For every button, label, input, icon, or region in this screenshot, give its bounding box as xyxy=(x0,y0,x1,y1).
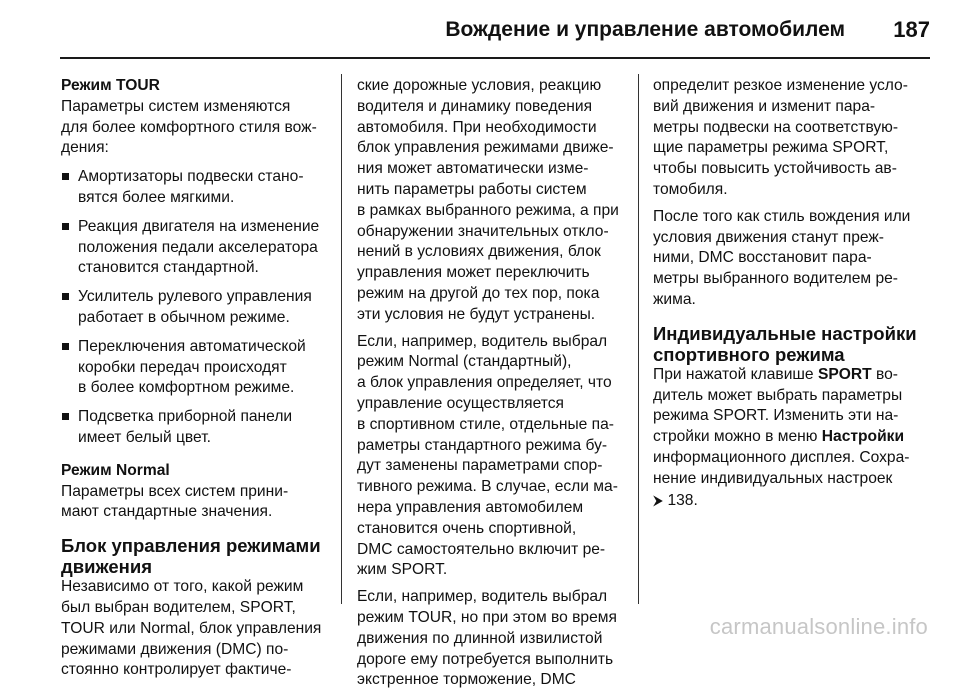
tour-mode-heading: Режим TOUR xyxy=(61,77,160,94)
header-divider xyxy=(60,57,930,59)
text-line: дороге ему потребуется выполнить xyxy=(357,650,614,668)
text-line: режим TOUR, но при этом во время xyxy=(357,608,617,626)
paragraph-1 xyxy=(357,76,627,326)
paragraph-3 xyxy=(653,365,930,512)
column-3 xyxy=(653,76,930,511)
heading-line: Блок управления режимами xyxy=(61,535,321,557)
text-line: в рамках выбранного режима, а при xyxy=(357,201,619,219)
paragraph-2 xyxy=(357,332,627,582)
text-line: нить параметры работы систем xyxy=(357,180,587,198)
text-line: в более комфортном режиме. xyxy=(78,379,295,397)
bullet-item xyxy=(61,167,331,209)
bullet-item xyxy=(61,217,331,279)
text-line: жим SPORT. xyxy=(357,561,448,579)
column-divider-2 xyxy=(638,74,639,604)
heading-line: Индивидуальные настройки xyxy=(653,322,917,344)
text-line: После того как стиль вождения или xyxy=(653,207,911,225)
sport-settings-heading xyxy=(653,323,930,365)
text-line: раметры стандартного режима бу- xyxy=(357,436,608,454)
text-line: режим Normal (стандартный), xyxy=(357,353,572,371)
bullet-item xyxy=(61,407,331,449)
square-bullet-icon xyxy=(62,293,69,300)
text-line: Подсветка приборной панели xyxy=(78,408,293,426)
text-line: блок управления режимами движе- xyxy=(357,139,614,157)
text-line: TOUR или Normal, блок управления xyxy=(61,619,322,637)
column-1 xyxy=(61,76,331,681)
text-line: экстренное торможение, DMC xyxy=(357,671,576,689)
text-line: режимами движения (DMC) по- xyxy=(61,640,289,658)
text-line: мают стандартные значения. xyxy=(61,503,273,521)
text-line: дитель может выбрать параметры xyxy=(653,386,903,404)
text-line: Амортизаторы подвески стано- xyxy=(78,168,304,186)
text-line: становится очень спортивной, xyxy=(357,519,577,537)
text-line: Параметры систем изменяются xyxy=(61,97,291,115)
bullet-item xyxy=(61,337,331,399)
text-line: Независимо от того, какой режим xyxy=(61,578,304,596)
text-run: При нажатой клавише xyxy=(653,365,818,383)
text-line xyxy=(653,427,930,448)
normal-mode-heading: Режим Normal xyxy=(61,461,170,479)
text-line: определит резкое изменение усло- xyxy=(653,77,908,94)
text-line: движения по длинной извилистой xyxy=(357,629,603,647)
text-line: автомобиля. При необходимости xyxy=(357,118,597,136)
text-line: нений в условиях движения, блок xyxy=(357,243,601,261)
text-line: эти условия не будут устранены. xyxy=(357,305,596,323)
text-line: щие параметры режима SPORT, xyxy=(653,139,889,157)
text-line: Параметры всех систем прини- xyxy=(61,482,289,500)
page-header-title: Вождение и управление автомобилем xyxy=(445,18,845,41)
text-line: ними, DMC восстановит пара- xyxy=(653,249,872,267)
paragraph-2 xyxy=(653,207,930,311)
text-line: жима. xyxy=(653,290,696,308)
text-line: томобиля. xyxy=(653,180,728,198)
paragraph-3 xyxy=(357,587,627,691)
text-line: Если, например, водитель выбрал xyxy=(357,588,608,606)
text-run: во- xyxy=(871,365,898,383)
text-line: Переключения автоматической xyxy=(78,337,306,355)
text-line: работает в обычном режиме. xyxy=(78,308,290,326)
text-line: вятся более мягкими. xyxy=(78,188,235,206)
text-line: дения: xyxy=(61,139,109,157)
text-line: тивного режима. В случае, если ма- xyxy=(357,478,618,496)
square-bullet-icon xyxy=(62,343,69,350)
text-line: дут заменены параметрами спор- xyxy=(357,457,603,475)
text-line: метры выбранного водителем ре- xyxy=(653,270,898,288)
text-run: стройки можно в меню xyxy=(653,428,822,446)
dmc-section-heading xyxy=(61,535,331,577)
text-line: DMC самостоятельно включит ре- xyxy=(357,540,606,558)
text-line: положения педали акселератора xyxy=(78,238,318,256)
text-line: для более комфортного стиля вож- xyxy=(61,118,317,136)
text-line: метры подвески на соответствую- xyxy=(653,118,899,136)
text-line: режим на другой до тех пор, пока xyxy=(357,284,600,302)
text-line: был выбран водителем, SPORT, xyxy=(61,598,296,616)
text-line: условия движения станут преж- xyxy=(653,228,884,246)
text-line: имеет белый цвет. xyxy=(78,428,211,446)
sport-key-label: SPORT xyxy=(817,365,872,383)
text-line: управления может переключить xyxy=(357,264,590,282)
text-line: информационного дисплея. Сохра- xyxy=(653,448,910,466)
text-line: чтобы повысить устойчивость ав- xyxy=(653,160,897,178)
watermark: carmanualsonline.info xyxy=(709,614,928,639)
square-bullet-icon xyxy=(62,223,69,230)
page-reference-arrow-icon: ⮞ xyxy=(653,491,664,508)
square-bullet-icon xyxy=(62,173,69,180)
text-line: вий движения и изменит пара- xyxy=(653,97,876,115)
text-line: водителя и динамику поведения xyxy=(357,97,593,115)
text-line: управление осуществляется xyxy=(357,394,564,412)
text-line: нера управления автомобилем xyxy=(357,498,584,516)
text-line xyxy=(653,365,930,386)
heading-line: спортивного режима xyxy=(653,343,845,365)
square-bullet-icon xyxy=(62,413,69,420)
text-line: нение индивидуальных настроек xyxy=(653,469,893,487)
normal-mode-paragraph xyxy=(61,482,331,524)
text-line: режима SPORT. Изменить эти на- xyxy=(653,407,899,425)
heading-line: движения xyxy=(61,556,152,578)
text-line: ские дорожные условия, реакцию xyxy=(357,77,602,94)
text-line: Усилитель рулевого управления xyxy=(78,288,312,306)
text-line: а блок управления определяет, что xyxy=(357,374,612,392)
text-line: в спортивном стиле, отдельные па- xyxy=(357,415,614,433)
paragraph-1 xyxy=(653,76,930,201)
bullet-item xyxy=(61,287,331,329)
text-line: становится стандартной. xyxy=(78,259,259,277)
text-line: Реакция двигателя на изменение xyxy=(78,217,320,235)
text-line: коробки передач происходят xyxy=(78,358,287,376)
column-divider-1 xyxy=(341,74,342,604)
text-line: Если, например, водитель выбрал xyxy=(357,332,608,350)
text-line: обнаружении значительных откло- xyxy=(357,222,609,240)
tour-intro-paragraph xyxy=(61,97,331,159)
page-reference-number: 138. xyxy=(663,491,698,509)
dmc-section-paragraph xyxy=(61,577,331,681)
page-reference[interactable] xyxy=(653,490,930,512)
text-line: ния может автоматически изме- xyxy=(357,160,589,178)
column-2 xyxy=(357,76,627,691)
settings-menu-label: Настройки xyxy=(821,428,905,446)
text-line: стоянно контролирует фактиче- xyxy=(61,661,292,679)
page-number: 187 xyxy=(893,17,930,42)
